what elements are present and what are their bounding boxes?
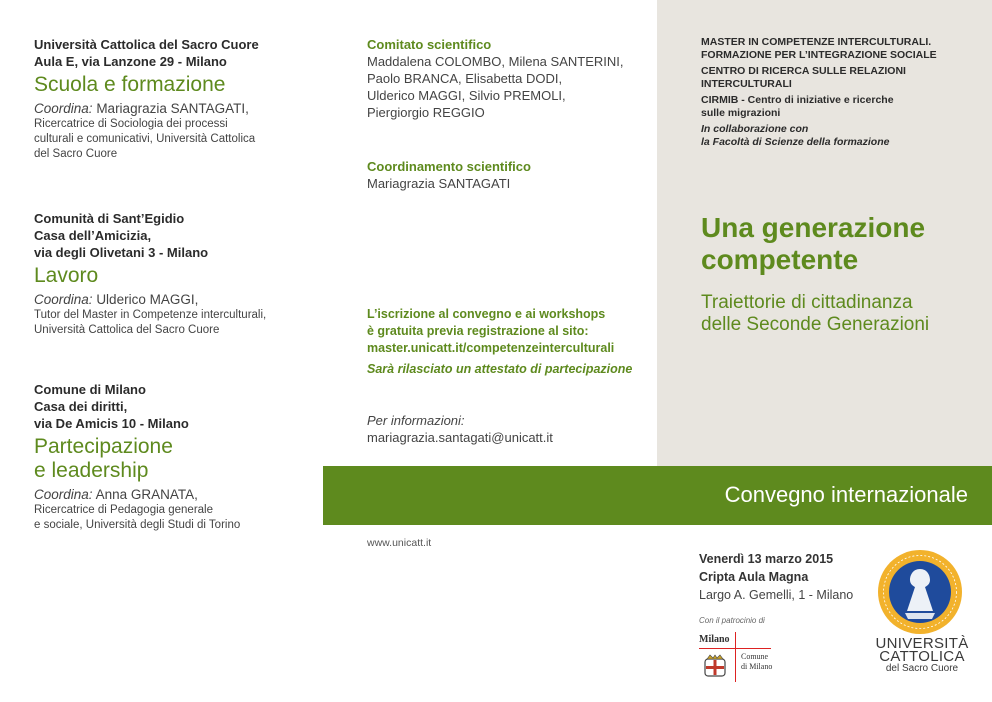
coord-desc: e sociale, Università degli Studi di Torino <box>34 519 241 531</box>
venue-line: Aula E, via Lanzone 29 - Milano <box>34 54 227 69</box>
org-line: CIRMIB - Centro di iniziative e ricerche <box>701 94 894 106</box>
coordinator <box>34 291 324 308</box>
cover-panel <box>657 0 992 466</box>
session-title: e leadership <box>34 459 149 482</box>
session-scuola <box>34 36 324 162</box>
coord-desc: Tutor del Master in Competenze interculturali, <box>34 309 267 321</box>
coordinator <box>34 100 324 117</box>
university-seal-icon <box>877 549 963 635</box>
attestato-note: Sarà rilasciato un attestato di partecipazione <box>367 362 633 376</box>
event-info <box>699 550 869 604</box>
patrocinio-label: Con il patrocinio di <box>699 616 765 625</box>
coordinator <box>34 486 324 503</box>
convegno-band <box>323 466 992 525</box>
comitato-line: Piergiorgio REGGIO <box>367 105 485 120</box>
comitato-title: Comitato scientifico <box>367 37 492 52</box>
milano-crest-icon <box>703 654 727 678</box>
title-line: Una generazione <box>701 212 926 243</box>
comune-milano-logo <box>699 632 799 682</box>
event-address: Largo A. Gemelli, 1 - Milano <box>699 588 854 602</box>
info-email-link[interactable]: mariagrazia.santagati@unicatt.it <box>367 430 553 445</box>
venue-line: Comune di Milano <box>34 382 146 397</box>
session-title: Lavoro <box>34 264 99 287</box>
logo-rule <box>735 632 736 682</box>
org-line: MASTER IN COMPETENZE INTERCULTURALI. <box>701 36 932 48</box>
uni-line: UNIVERSITÀ <box>875 635 969 652</box>
registration-link[interactable]: master.unicatt.it/competenzeinterculturali <box>367 341 615 355</box>
university-wordmark <box>862 637 982 675</box>
session-partecipazione <box>34 381 324 533</box>
session-title: Scuola e formazione <box>34 73 226 96</box>
subtitle-line: delle Seconde Generazioni <box>701 314 930 335</box>
band-label: Convegno internazionale <box>724 482 968 507</box>
venue-line: Comunità di Sant’Egidio <box>34 211 185 226</box>
org-line: In collaborazione con <box>701 123 809 135</box>
info-block <box>367 412 657 446</box>
org-line: CENTRO DI RICERCA SULLE RELAZIONI <box>701 65 906 77</box>
main-title <box>701 212 991 276</box>
comitato-line: Paolo BRANCA, Elisabetta DODI, <box>367 71 563 86</box>
event-date: Venerdì 13 marzo 2015 <box>699 552 834 566</box>
uni-line: del Sacro Cuore <box>885 663 959 674</box>
iscrizione-block <box>367 306 657 378</box>
venue-line: Casa dei diritti, <box>34 399 128 414</box>
iscrizione-line: è gratuita previa registrazione al sito: <box>367 324 589 338</box>
coord-name: Ulderico MAGGI, <box>96 292 199 307</box>
event-place: Cripta Aula Magna <box>699 570 809 584</box>
coord-desc: Ricercatrice di Pedagogia generale <box>34 504 213 516</box>
coordinamento-title: Coordinamento scientifico <box>367 159 531 174</box>
comune-logo-label: Milano <box>699 634 730 645</box>
org-centro <box>701 65 981 91</box>
iscrizione-line: L’iscrizione al convegno e ai workshops <box>367 307 606 321</box>
comitato-line: Ulderico MAGGI, Silvio PREMOLI, <box>367 88 566 103</box>
info-label: Per informazioni: <box>367 413 465 428</box>
coord-label: Coordina: <box>34 101 93 116</box>
organizers <box>701 36 981 152</box>
website-link[interactable]: www.unicatt.it <box>367 537 432 549</box>
comune-text <box>741 652 772 672</box>
subtitle <box>701 292 991 336</box>
subtitle-line: Traiettorie di cittadinanza <box>701 292 913 313</box>
coord-name: Anna GRANATA, <box>95 487 198 502</box>
org-cirmib <box>701 94 981 120</box>
comune-text-line: di Milano <box>741 662 773 671</box>
session-lavoro <box>34 210 324 338</box>
coord-desc: Università Cattolica del Sacro Cuore <box>34 324 220 336</box>
comitato-line: Maddalena COLOMBO, Milena SANTERINI, <box>367 54 624 69</box>
uni-line: CATTOLICA <box>879 648 965 665</box>
comune-text-line: Comune <box>741 652 769 661</box>
coord-desc: del Sacro Cuore <box>34 148 118 160</box>
org-line: FORMAZIONE PER L’INTEGRAZIONE SOCIALE <box>701 49 937 61</box>
coord-label: Coordina: <box>34 292 93 307</box>
coord-label: Coordina: <box>34 487 93 502</box>
session-title: Partecipazione <box>34 435 173 458</box>
coord-desc: culturali e comunicativi, Università Cattolica <box>34 133 256 145</box>
coord-name: Mariagrazia SANTAGATI, <box>96 101 249 116</box>
title-line: competente <box>701 244 859 275</box>
org-line: INTERCULTURALI <box>701 78 792 90</box>
venue-line: Università Cattolica del Sacro Cuore <box>34 37 259 52</box>
org-line: sulle migrazioni <box>701 107 781 119</box>
comitato-block <box>367 36 657 121</box>
venue-line: Casa dell’Amicizia, <box>34 228 152 243</box>
venue-line: via degli Olivetani 3 - Milano <box>34 245 209 260</box>
venue-line: via De Amicis 10 - Milano <box>34 416 189 431</box>
org-master <box>701 36 981 62</box>
coordinamento-block <box>367 158 657 192</box>
coordinamento-name: Mariagrazia SANTAGATI <box>367 176 511 191</box>
org-line: la Facoltà di Scienze della formazione <box>701 136 890 148</box>
org-collab <box>701 123 981 149</box>
coord-desc: Ricercatrice di Sociologia dei processi <box>34 118 228 130</box>
